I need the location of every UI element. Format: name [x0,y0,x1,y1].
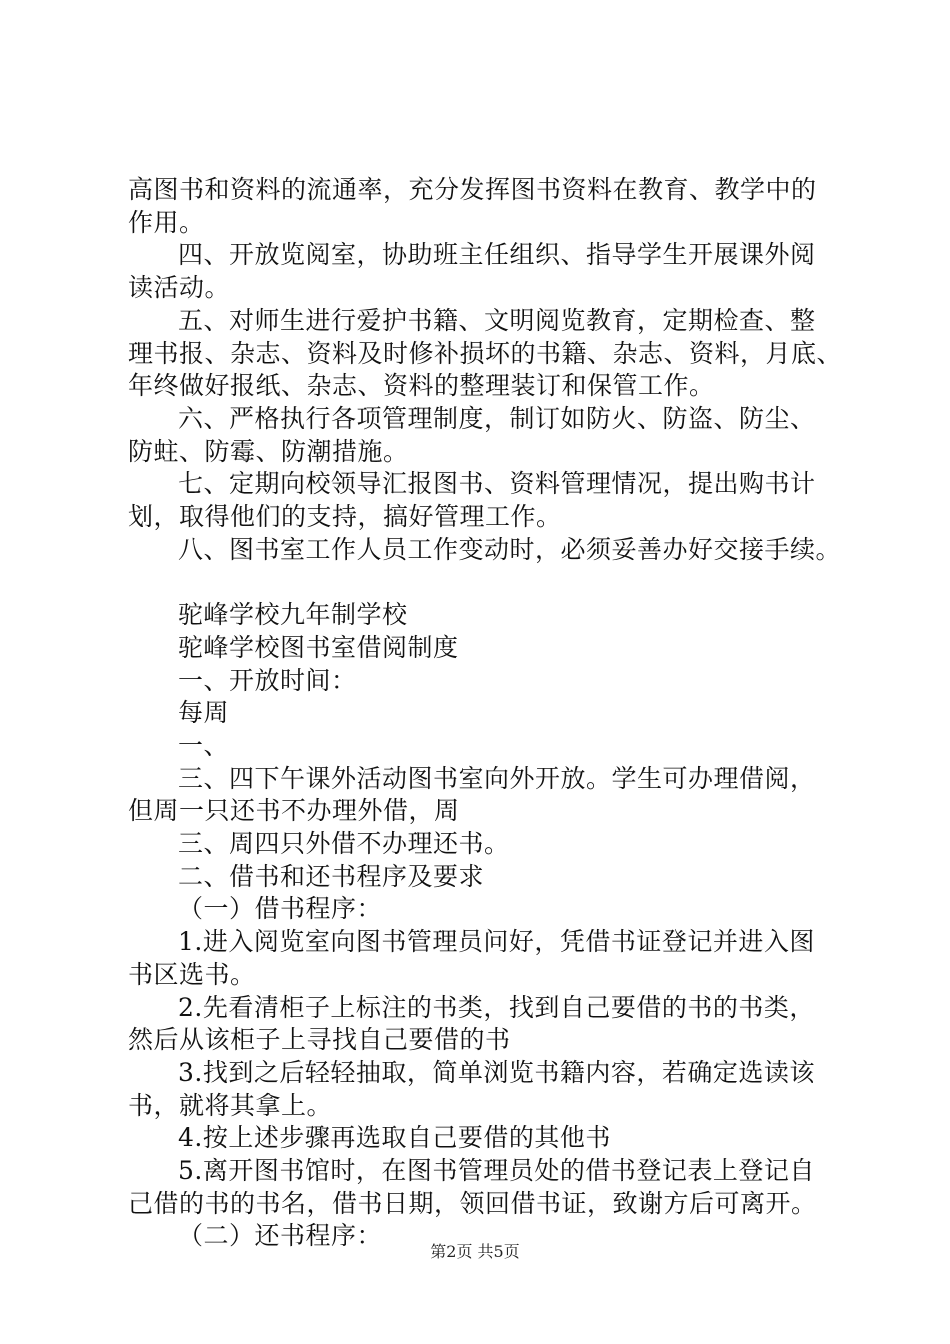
paragraph-line: 八、图书室工作人员工作变动时，必须妥善办好交接手续。 [178,534,842,564]
paragraph-line: 六、严格执行各项管理制度，制订如防火、防盗、防尘、 [178,403,816,433]
paragraph-line: 一、开放时间： [178,665,357,695]
page-footer: 第2页 共5页 [430,1242,520,1261]
paragraph-line: 一、 [178,730,230,760]
paragraph-line: 五、对师生进行爱护书籍、文明阅览教育，定期检查、整 [178,305,816,335]
section-heading: 二、借书和还书程序及要求 [178,861,485,891]
school-name: 驼峰学校九年制学校 [178,600,408,630]
paragraph-line: 书，就将其拿上。 [128,1090,333,1120]
document-body [128,174,843,1253]
section-gap [128,566,840,599]
paragraph-line: 七、定期向校领导汇报图书、资料管理情况，提出购书计 [178,469,816,499]
paragraph-line: 三、四下午课外活动图书室向外开放。学生可办理借阅， [178,763,816,793]
paragraph-line: 己借的书的书名，借书日期，领回借书证，致谢方后可离开。 [128,1188,817,1218]
paragraph-line: 5.离开图书馆时，在图书管理员处的借书登记表上登记自 [178,1156,815,1186]
paragraph-line: 然后从该柜子上寻找自己要借的书 [128,1025,511,1055]
paragraph-line: 防蛀、防霉、防潮措施。 [128,436,409,466]
paragraph-line: 划，取得他们的支持，搞好管理工作。 [128,502,562,532]
subsection-heading: （二）还书程序： [178,1221,383,1251]
paragraph-line: 3.找到之后轻轻抽取，简单浏览书籍内容，若确定选读该 [178,1057,815,1087]
document-title: 驼峰学校图书室借阅制度 [178,632,459,662]
paragraph-line: 4.按上述步骤再选取自己要借的其他书 [178,1123,611,1153]
paragraph-line: 四、开放览阅室，协助班主任组织、指导学生开展课外阅 [178,240,816,270]
paragraph-line: 年终做好报纸、杂志、资料的整理装订和保管工作。 [128,371,715,401]
subsection-heading: （一）借书程序： [178,894,383,924]
paragraph-line: 1.进入阅览室向图书管理员问好，凭借书证登记并进入图 [178,927,815,957]
paragraph-line: 书区选书。 [128,959,256,989]
paragraph-line: 理书报、杂志、资料及时修补损坏的书籍、杂志、资料，月底、 [128,338,843,368]
paragraph-line: 每周 [178,698,230,728]
paragraph-line: 读活动。 [128,273,231,303]
paragraph-line: 作用。 [128,207,205,237]
paragraph-line: 2.先看清柜子上标注的书类，找到自己要借的书的书类， [178,992,815,1022]
paragraph-line: 但周一只还书不办理外借，周 [128,796,460,826]
paragraph-line: 高图书和资料的流通率，充分发挥图书资料在教育、教学中的 [128,175,817,204]
paragraph-line: 三、周四只外借不办理还书。 [178,829,510,859]
